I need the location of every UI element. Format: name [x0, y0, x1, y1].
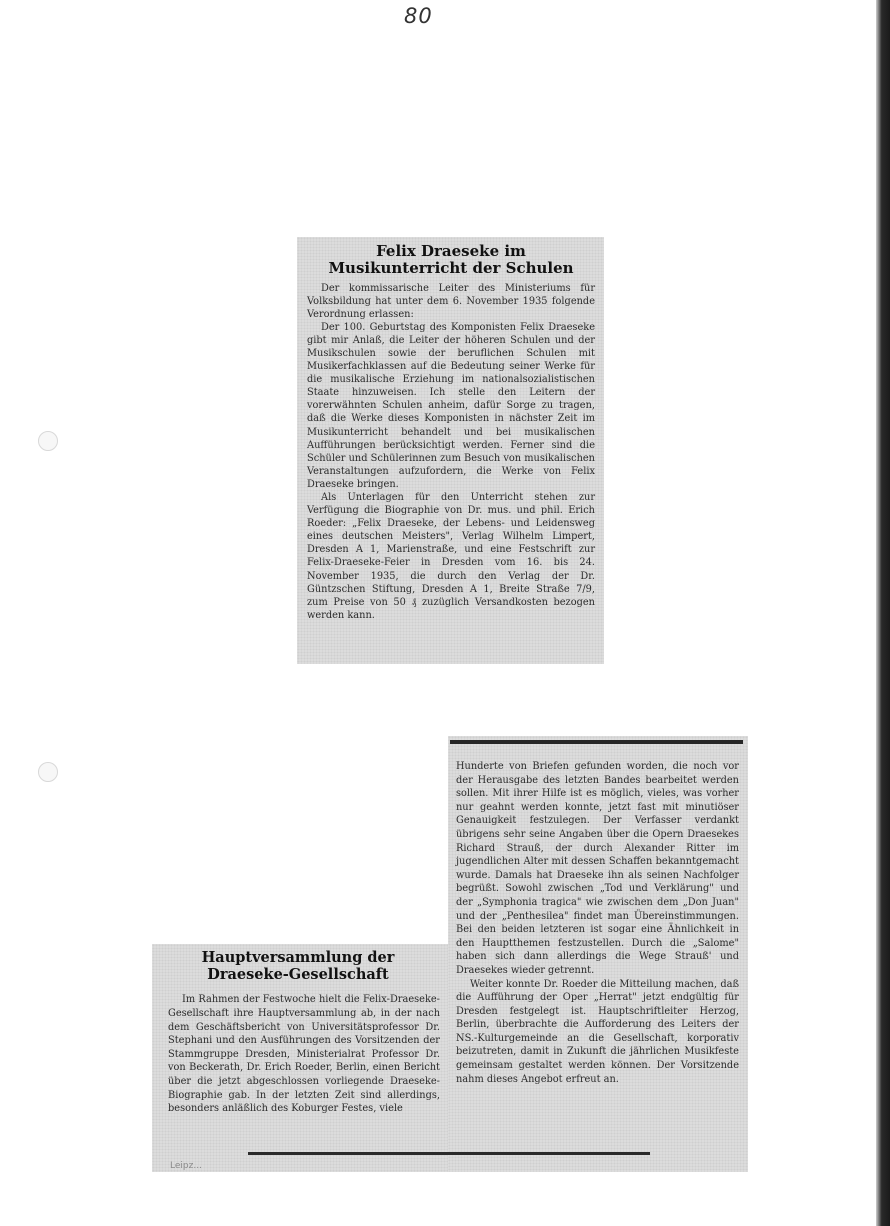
- clipping-top-rule: [450, 740, 743, 744]
- clipping-hauptversammlung: [152, 944, 448, 1172]
- paragraph: Hunderte von Briefen gefunden worden, die noch vor der Herausgabe des letzten Bandes bearbeitet werden sollen. Mit ihrer Hilfe ist es möglich, vieles, was vorher nur geahnt werden konnte, jetzt fast mit minutiöser Genauigkeit festzulegen. Der Verfasser verdankt übrigens sehr seine Angaben über die Opern Draesekes Richard Strauß, der durch Alexander Ritter im jugendlichen Alter mit dessen Schaffen bekanntgemacht wurde. Damals hat Draeseke ihn als seinen Nachfolger begrüßt. Sowohl zwischen „Tod und Verklärung" und der „Symphonia tragica" wie zwischen dem „Don Juan" und der „Penthesilea" findet man Übereinstimmungen. Bei den beiden letzteren ist sogar eine Ähnlichkeit in den Hauptthemen festzustellen. Durch die „Salome" haben sich dann allerdings die Wege Strauß' und Draesekes wieder getrennt.: [456, 761, 739, 976]
- paragraph: Im Rahmen der Festwoche hielt die Felix-Draeseke-Gesellschaft ihre Hauptversammlung ab, in der nach dem Geschäftsbericht von Universitätsprofessor Dr. Stephani und den Ausführungen des Vorsitzenden der Stammgruppe Dresden, Ministerialrat Professor Dr. von Beckerath, Dr. Erich Roeder, Berlin, einen Bericht über die jetzt abgeschlossen vorliegende Draeseke-Biographie gab. In der letzten Zeit sind allerdings, besonders anläßlich des Koburger Festes, viele: [168, 994, 440, 1115]
- clipping-bottom-rule: [248, 1152, 650, 1155]
- paragraph: Als Unterlagen für den Unterricht stehen zur Verfügung die Biographie von Dr. mus. und phil. Erich Roeder: „Felix Draeseke, der Lebens- und Leidensweg eines deutschen Meisters", Verlag Wilhelm Limpert, Dresden A 1, Marienstraße, und eine Festschrift zur Felix-Draeseke-Feier in Dresden vom 16. bis 24. November 1935, die durch den Verlag der Dr. Güntzschen Stiftung, Dresden A 1, Breite Straße 7/9, zum Preise von 50 ₰ zuzüglich Versandkosten bezogen werden kann.: [307, 492, 595, 621]
- clipping-title: Hauptversammlung der Draeseke-Gesellschaft: [201, 949, 395, 983]
- paragraph: Der kommissarische Leiter des Ministeriums für Volksbildung hat unter dem 6. November 1935 folgende Verordnung erlassen:: [307, 282, 595, 320]
- clipping-title: Felix Draeseke im Musikunterricht der Schulen: [328, 242, 574, 278]
- page-number: 80: [404, 4, 433, 28]
- clipping-draeseke-musikunterricht: [297, 237, 604, 664]
- clipping-body: [168, 993, 440, 1115]
- page-edge-shadow: [876, 0, 890, 1226]
- paragraph: Der 100. Geburtstag des Komponisten Felix Draeseke gibt mir Anlaß, die Leiter der höheren Schulen und der Musikschulen sowie der beruflichen Schulen mit Musikerfachklassen auf die Bedeutung seiner Werke für die musikalische Erziehung im nationalsozialistischen Staate hinzuweisen. Ich stelle den Leitern der vorerwähnten Schulen anheim, dafür Sorge zu tragen, daß die Werke dieses Komponisten in nächster Zeit im Musikunterricht behandelt und bei musikalischen Aufführungen berücksichtigt werden. Ferner sind die Schüler und Schülerinnen zum Besuch von musikalischen Veranstaltungen aufzufordern, die Werke von Felix Draeseke bringen.: [307, 321, 595, 490]
- paragraph: Weiter konnte Dr. Roeder die Mitteilung machen, daß die Aufführung der Oper „Herrat" jetzt endgültig für Dresden festgelegt ist. Hauptschriftleiter Herzog, Berlin, überbrachte die Aufforderung des Leiters der NS.-Kulturgemeinde an die Gesellschaft, korporativ beizutreten, damit in Zukunft die jährlichen Musikfeste gemeinsam gestaltet werden können. Der Vorsitzende nahm dieses Angebot erfreut an.: [456, 978, 739, 1085]
- clipping-continuation: [448, 736, 748, 1172]
- clipping-body: [307, 282, 595, 622]
- clipping-scrap-text: Leipz...: [170, 1161, 202, 1171]
- punch-hole-lower: [38, 762, 58, 782]
- clipping-body: [456, 760, 739, 1086]
- punch-hole-upper: [38, 431, 58, 451]
